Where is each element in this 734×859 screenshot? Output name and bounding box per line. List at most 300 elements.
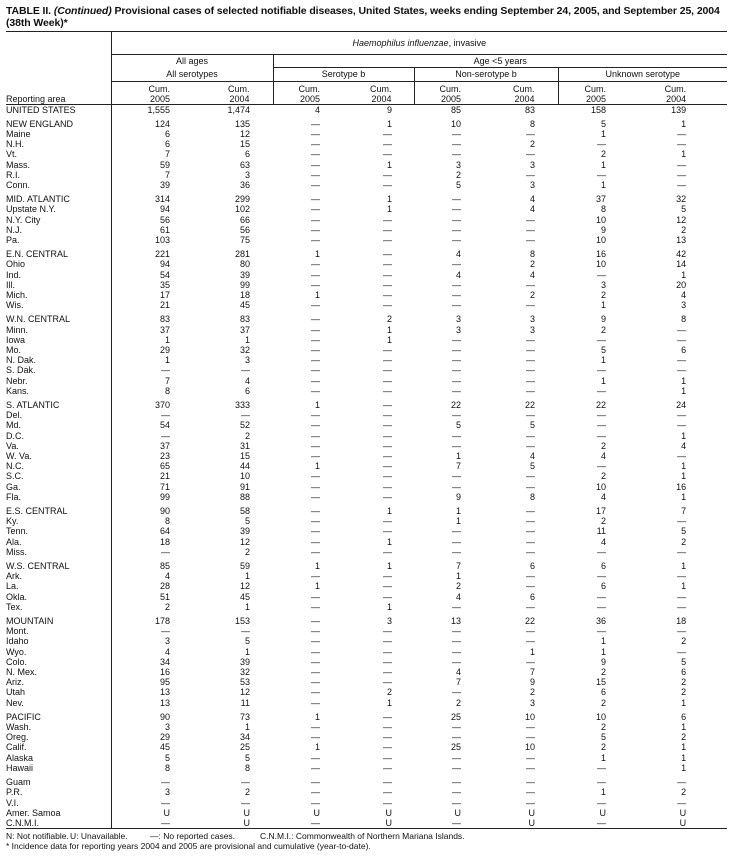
value-cell: —: [383, 430, 392, 441]
value-cell: 36: [595, 616, 606, 627]
reporting-area-cell: E.N. CENTRAL: [6, 249, 69, 260]
table-row: [6, 677, 727, 687]
value-cell: —: [311, 797, 320, 808]
value-cell: 1: [244, 722, 250, 733]
value-cell: 13: [111, 687, 192, 697]
value-cell: —: [311, 269, 320, 280]
table-row: [6, 526, 727, 536]
value-cell: 1: [314, 399, 320, 410]
value-cell: 1: [386, 159, 392, 170]
value-cell: 2: [600, 440, 606, 451]
value-cell: 102: [234, 204, 250, 215]
table-row: [6, 753, 727, 763]
table-row: [6, 129, 727, 139]
value-cell: 2: [681, 787, 687, 798]
value-cell: —: [311, 179, 320, 190]
value-cell: —: [526, 128, 535, 139]
year-label: 2005: [585, 93, 606, 104]
value-cell: 56: [111, 215, 192, 225]
value-cell: 1,474: [227, 104, 250, 115]
reporting-area-cell: Okla.: [6, 591, 28, 602]
table-row: [6, 763, 727, 773]
value-cell: —: [311, 169, 320, 180]
value-cell: 37: [111, 441, 192, 451]
value-cell: —: [383, 762, 392, 773]
age-under5-header: Age <5 years: [273, 55, 727, 68]
value-cell: 6: [111, 139, 192, 149]
value-cell: 2: [455, 169, 461, 180]
table-row: [6, 149, 727, 159]
value-cell: 10: [524, 711, 535, 722]
value-cell: 54: [111, 270, 192, 280]
value-cell: —: [452, 601, 461, 612]
value-cell: 4: [600, 451, 606, 461]
value-cell: —: [383, 626, 392, 637]
value-cell: 25: [450, 742, 461, 753]
value-cell: —: [311, 787, 320, 798]
value-cell: —: [452, 762, 461, 773]
value-cell: —: [452, 797, 461, 808]
value-cell: 34: [239, 732, 250, 743]
value-cell: 6: [600, 687, 606, 698]
value-cell: 1: [681, 430, 687, 441]
value-cell: —: [526, 656, 535, 667]
value-cell: —: [111, 365, 192, 375]
reporting-area-cell: Nev.: [6, 697, 24, 708]
value-cell: U: [679, 807, 687, 818]
reporting-area-cell: N. Dak.: [6, 355, 37, 366]
value-cell: —: [677, 571, 687, 582]
value-cell: —: [383, 636, 392, 647]
cum-header-2004: [486, 81, 558, 104]
reporting-area-cell: Miss.: [6, 546, 27, 557]
value-cell: 65: [111, 461, 192, 471]
value-cell: 99: [111, 492, 192, 502]
reporting-area-cell: MOUNTAIN: [6, 616, 54, 627]
value-cell: 4: [529, 194, 535, 205]
value-cell: 3: [529, 697, 535, 708]
value-cell: —: [383, 169, 392, 180]
reporting-area-cell: Fla.: [6, 491, 22, 502]
cum-label: Cum.: [439, 83, 461, 94]
value-cell: 12: [239, 581, 250, 592]
table-row: [6, 335, 727, 345]
table-row: [6, 592, 727, 602]
footnote-dash: —: No reported cases.: [150, 831, 236, 841]
value-cell: 39: [111, 180, 192, 190]
reporting-area-header: Reporting area: [6, 93, 66, 104]
value-cell: —: [311, 732, 320, 743]
value-cell: 10: [595, 214, 606, 225]
value-cell: 24: [676, 399, 687, 410]
value-cell: —: [677, 324, 687, 335]
value-cell: 8: [529, 118, 535, 129]
value-cell: —: [452, 375, 461, 386]
value-cell: 1: [681, 581, 687, 592]
table-row: [6, 732, 727, 742]
value-cell: —: [383, 385, 392, 396]
value-cell: —: [383, 722, 392, 733]
value-cell: 22: [524, 616, 535, 627]
value-cell: 1: [386, 561, 392, 572]
value-cell: 1: [600, 752, 606, 763]
value-cell: —: [452, 626, 461, 637]
value-cell: U: [111, 808, 192, 818]
value-cell: 3: [455, 324, 461, 335]
value-cell: 1: [681, 471, 687, 482]
value-cell: —: [597, 410, 606, 421]
value-cell: —: [526, 410, 535, 421]
value-cell: —: [677, 139, 687, 150]
value-cell: 333: [234, 399, 250, 410]
value-cell: —: [452, 787, 461, 798]
table-row: [6, 722, 727, 732]
reporting-area-cell: PACIFIC: [6, 711, 41, 722]
value-cell: —: [311, 314, 320, 325]
value-cell: —: [111, 798, 192, 808]
value-cell: 10: [595, 259, 606, 270]
value-cell: —: [241, 410, 250, 421]
value-cell: 9: [529, 677, 535, 688]
value-cell: 3: [386, 616, 392, 627]
value-cell: 23: [111, 451, 192, 461]
non-serotype-b-header: Non-serotype b: [414, 68, 558, 82]
value-cell: 5: [111, 753, 192, 763]
value-cell: U: [192, 818, 273, 829]
value-cell: 7: [111, 376, 192, 386]
value-cell: 32: [676, 194, 687, 205]
value-cell: —: [273, 818, 343, 829]
value-cell: 2: [529, 289, 535, 300]
reporting-area-cell: Tenn.: [6, 526, 29, 537]
value-cell: 2: [600, 697, 606, 708]
value-cell: —: [526, 546, 535, 557]
reporting-area-cell: Idaho: [6, 636, 29, 647]
value-cell: 1: [111, 355, 192, 365]
value-cell: 5: [455, 179, 461, 190]
value-cell: 3: [111, 787, 192, 797]
table-row: [6, 280, 727, 290]
table-row: [6, 626, 727, 636]
value-cell: 6: [681, 667, 687, 678]
reporting-area-cell: Guam: [6, 777, 31, 788]
value-cell: 91: [239, 481, 250, 492]
value-cell: 1: [681, 149, 687, 160]
value-cell: 59: [239, 561, 250, 572]
value-cell: 7: [111, 149, 192, 159]
reporting-area-cell: Ark.: [6, 571, 23, 582]
reporting-area-cell: La.: [6, 581, 19, 592]
value-cell: —: [526, 581, 535, 592]
value-cell: 36: [239, 179, 250, 190]
value-cell: —: [383, 279, 392, 290]
year-label: 2004: [514, 93, 535, 104]
value-cell: —: [111, 626, 192, 636]
value-cell: 1: [455, 451, 461, 461]
value-cell: —: [677, 591, 687, 602]
reporting-area-cell: Mass.: [6, 159, 31, 170]
table-row: [6, 270, 727, 280]
value-cell: —: [452, 526, 461, 537]
value-cell: U: [385, 807, 392, 818]
region-row: [6, 119, 727, 129]
value-cell: —: [383, 491, 392, 502]
value-cell: —: [526, 149, 535, 160]
value-cell: —: [311, 656, 320, 667]
table-row: [6, 300, 727, 310]
value-cell: 2: [111, 602, 192, 612]
table-row: [6, 376, 727, 386]
value-cell: 4: [455, 249, 461, 260]
value-cell: 2: [386, 687, 392, 698]
value-cell: 22: [595, 399, 606, 410]
value-cell: —: [311, 516, 320, 527]
value-cell: 4: [681, 440, 687, 451]
value-cell: —: [597, 797, 606, 808]
value-cell: —: [526, 375, 535, 386]
value-cell: —: [383, 214, 392, 225]
value-cell: —: [677, 355, 687, 366]
reporting-area-cell: Ariz.: [6, 677, 24, 688]
value-cell: —: [452, 440, 461, 451]
value-cell: —: [311, 224, 320, 235]
value-cell: —: [677, 169, 687, 180]
value-cell: U: [528, 807, 535, 818]
value-cell: —: [311, 214, 320, 225]
value-cell: —: [241, 365, 250, 376]
value-cell: 4: [681, 289, 687, 300]
value-cell: 299: [234, 194, 250, 205]
value-cell: 1: [681, 461, 687, 472]
value-cell: 31: [239, 440, 250, 451]
value-cell: 15: [595, 677, 606, 688]
value-cell: —: [311, 571, 320, 582]
value-cell: —: [677, 797, 687, 808]
value-cell: —: [383, 732, 392, 743]
title-prefix: TABLE II.: [6, 5, 54, 17]
value-cell: 5: [529, 461, 535, 472]
value-cell: 22: [450, 399, 461, 410]
reporting-area-cell: Hawaii: [6, 762, 34, 773]
value-cell: —: [311, 159, 320, 170]
value-cell: 1: [386, 334, 392, 345]
value-cell: —: [452, 752, 461, 763]
value-cell: —: [526, 471, 535, 482]
table-row: [6, 345, 727, 355]
value-cell: 2: [681, 636, 687, 647]
value-cell: —: [526, 777, 535, 788]
value-cell: 52: [239, 420, 250, 431]
reporting-area-cell: N. Mex.: [6, 667, 38, 678]
table-row: [6, 581, 727, 591]
value-cell: U: [486, 818, 558, 829]
value-cell: —: [311, 752, 320, 763]
cum-header-2004: [343, 81, 414, 104]
disease-name: Haemophilus influenzae: [352, 38, 449, 48]
value-cell: 4: [455, 667, 461, 678]
region-row: [6, 314, 727, 324]
reporting-area-cell: Oreg.: [6, 732, 29, 743]
value-cell: 5: [681, 204, 687, 215]
value-cell: U: [599, 807, 606, 818]
value-cell: 12: [676, 214, 687, 225]
value-cell: 2: [681, 732, 687, 743]
value-cell: 2: [529, 687, 535, 698]
value-cell: —: [597, 385, 606, 396]
disease-header: [111, 32, 727, 55]
value-cell: —: [677, 334, 687, 345]
value-cell: —: [526, 214, 535, 225]
value-cell: —: [111, 818, 192, 829]
value-cell: —: [311, 677, 320, 688]
reporting-area-cell: Mich.: [6, 289, 28, 300]
value-cell: —: [452, 194, 461, 205]
value-cell: —: [311, 616, 320, 627]
value-cell: 4: [244, 375, 250, 386]
value-cell: 139: [671, 104, 687, 115]
value-cell: 5: [455, 420, 461, 431]
value-cell: —: [311, 194, 320, 205]
table-row: [6, 204, 727, 214]
footnote-u: U: Unavailable.: [70, 831, 128, 841]
value-cell: —: [111, 547, 192, 557]
value-cell: 85: [111, 561, 192, 571]
value-cell: 2: [455, 581, 461, 592]
table-row: [6, 139, 727, 149]
value-cell: —: [597, 334, 606, 345]
value-cell: —: [677, 420, 687, 431]
value-cell: 85: [450, 104, 461, 115]
value-cell: 2: [681, 224, 687, 235]
value-cell: —: [526, 536, 535, 547]
value-cell: 2: [600, 149, 606, 160]
cum-header-2004: [192, 81, 273, 104]
value-cell: —: [526, 224, 535, 235]
value-cell: 1: [314, 461, 320, 472]
value-cell: —: [526, 279, 535, 290]
value-cell: —: [383, 440, 392, 451]
table-row: [6, 386, 727, 396]
value-cell: 1: [681, 722, 687, 733]
value-cell: —: [452, 636, 461, 647]
value-cell: —: [452, 234, 461, 245]
value-cell: —: [111, 410, 192, 420]
value-cell: 1: [681, 697, 687, 708]
value-cell: 10: [524, 742, 535, 753]
value-cell: 37: [239, 324, 250, 335]
value-cell: 1: [386, 194, 392, 205]
value-cell: 1: [386, 697, 392, 708]
value-cell: 10: [595, 481, 606, 492]
table-row: [6, 170, 727, 180]
value-cell: U: [454, 807, 461, 818]
table-row: [6, 687, 727, 697]
value-cell: 5: [681, 656, 687, 667]
value-cell: 1: [600, 375, 606, 386]
value-cell: —: [677, 626, 687, 637]
value-cell: 1: [244, 646, 250, 657]
value-cell: —: [597, 626, 606, 637]
value-cell: —: [383, 451, 392, 461]
table-row: [6, 787, 727, 797]
table-row: [6, 451, 727, 461]
value-cell: —: [311, 344, 320, 355]
value-cell: 4: [529, 451, 535, 461]
value-cell: 21: [111, 300, 192, 310]
value-cell: 5: [681, 526, 687, 537]
value-cell: —: [597, 365, 606, 376]
value-cell: 7: [455, 677, 461, 688]
footnote-cnmi: C.N.M.I.: Commonwealth of Northern Mariana Islands.: [260, 831, 465, 841]
value-cell: 25: [450, 711, 461, 722]
value-cell: —: [311, 646, 320, 657]
value-cell: —: [452, 149, 461, 160]
value-cell: —: [383, 546, 392, 557]
value-cell: —: [452, 732, 461, 743]
value-cell: 1: [600, 646, 606, 657]
region-row: [6, 777, 727, 787]
value-cell: 1: [386, 324, 392, 335]
value-cell: —: [383, 289, 392, 300]
value-cell: 9: [386, 104, 392, 115]
value-cell: 63: [239, 159, 250, 170]
value-cell: 1: [681, 385, 687, 396]
value-cell: —: [383, 677, 392, 688]
value-cell: 10: [595, 234, 606, 245]
table-row: [6, 698, 727, 708]
reporting-area-cell: Tex.: [6, 601, 23, 612]
value-cell: 8: [111, 763, 192, 773]
value-cell: —: [311, 591, 320, 602]
value-cell: 25: [239, 742, 250, 753]
table-row: [6, 325, 727, 335]
value-cell: —: [311, 546, 320, 557]
value-cell: 3: [529, 179, 535, 190]
value-cell: —: [452, 139, 461, 150]
reporting-area-cell: Utah: [6, 687, 26, 698]
cum-header-2005: [111, 81, 192, 104]
table-row: [6, 636, 727, 646]
value-cell: 5: [600, 118, 606, 129]
value-cell: 4: [600, 536, 606, 547]
value-cell: 2: [600, 289, 606, 300]
value-cell: 29: [111, 345, 192, 355]
value-cell: —: [311, 334, 320, 345]
value-cell: —: [311, 355, 320, 366]
value-cell: —: [383, 355, 392, 366]
cum-label: Cum.: [298, 83, 320, 94]
value-cell: 1: [600, 355, 606, 366]
value-cell: —: [526, 344, 535, 355]
value-cell: —: [311, 410, 320, 421]
value-cell: —: [597, 777, 606, 788]
value-cell: 5: [600, 344, 606, 355]
value-cell: 9: [600, 314, 606, 325]
value-cell: 1: [681, 375, 687, 386]
value-cell: —: [383, 591, 392, 602]
value-cell: —: [526, 516, 535, 527]
table-row: [6, 180, 727, 190]
value-cell: 4: [111, 571, 192, 581]
value-cell: 2: [600, 516, 606, 527]
value-cell: 45: [111, 742, 192, 752]
value-cell: 94: [111, 204, 192, 214]
reporting-area-cell: N.H.: [6, 139, 24, 150]
value-cell: —: [452, 259, 461, 270]
value-cell: 1: [386, 536, 392, 547]
value-cell: —: [526, 787, 535, 798]
value-cell: —: [241, 777, 250, 788]
